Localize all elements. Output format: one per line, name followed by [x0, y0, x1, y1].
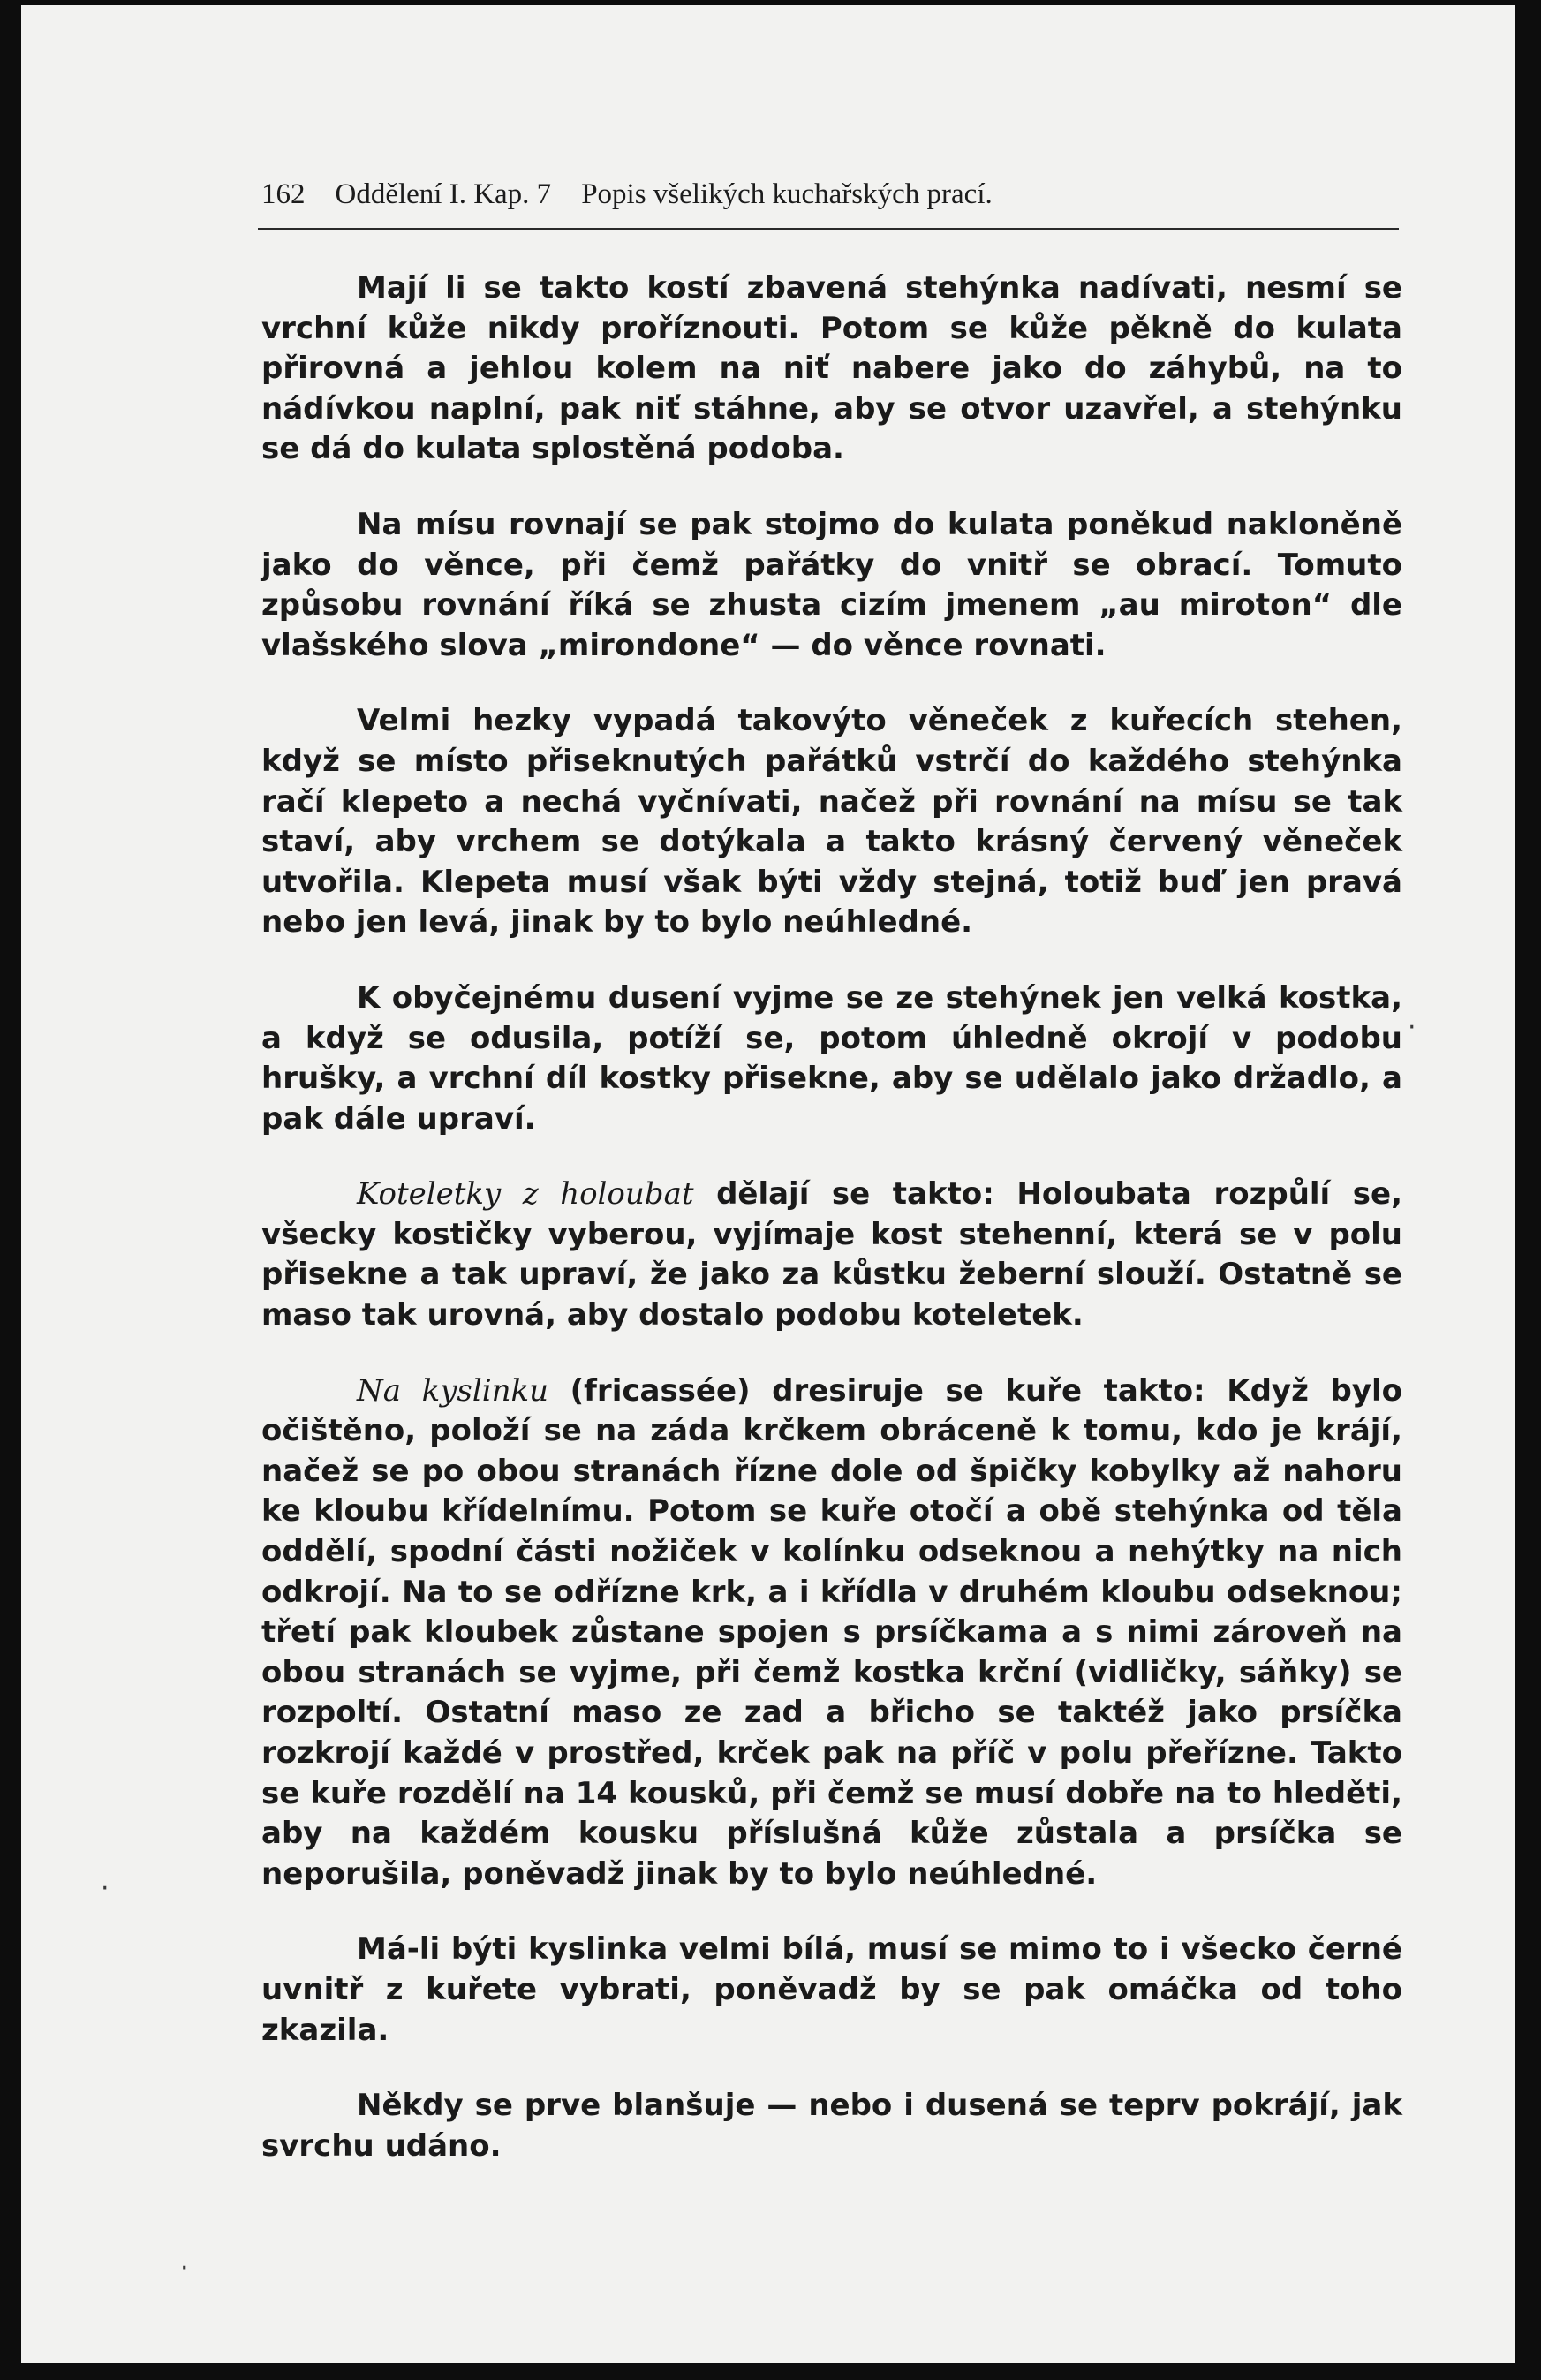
header-rule	[258, 228, 1399, 230]
italic-term: Kotelet​ky z holoubat	[357, 1176, 694, 1213]
paragraph: Velmi hezky vypadá takovýto věneček z kuřecích stehen, když se místo přiseknutých pařátků vstrčí do každého stehýnka račí klepeto a nechá vyčnívati, načež při rovnání na mísu se tak staví, aby vrchem se dotýkala a takto krásný červený věneček utvořila. Klepeta musí však býti vždy stejná, totiž buď jen pravá nebo jen levá, jinak by to bylo neúhledné.	[261, 703, 1402, 941]
paragraph: Někdy se prve blanšuje — nebo i dusená se teprv pokrájí, jak svrchu udáno.	[261, 2088, 1402, 2164]
paragraph: Na mísu rovnají se pak stojmo do kulata poněkud nakloněně jako do věnce, při čemž pařátky do vnitř se obrací. Tomuto způsobu rovnání říká se zhusta cizím jmenem „au miroton“ dle vlašského slova „mirondone“ — do věnce rovnati.	[261, 506, 1402, 663]
scan-speck: ·	[1408, 1012, 1416, 1043]
section-label: Oddělení I. Kap. 7	[335, 178, 552, 210]
paragraph: K obyčejnému dusení vyjme se ze stehýnek jen velká kostka, a když se odusila, potíží se, potom úhledně okrojí v podobu hrušky, a vrchní díl kostky přisekne, aby se udělalo jako držadlo, a pak dále upraví.	[261, 979, 1402, 1137]
body-text	[261, 268, 1402, 2166]
scan-speck: ·	[101, 1873, 110, 1904]
paragraph: Má-li býti kyslinka velmi bílá, musí se mimo to i všecko černé uvnitř z kuřete vybrati, poněvadž by se pak omáčka od toho zkazila.	[261, 1931, 1402, 2048]
chapter-title: Popis všelikých kuchařských prací.	[581, 178, 993, 210]
page-number: 162	[261, 178, 306, 210]
paragraph: Na kyslinku (fricassée) dresiruje se kuře takto: Když bylo očištěno, položí se na záda krčkem obráceně k tomu, kdo je krájí, načež se po obou stranách řízne dole od špičky kobylky až nahoru ke kloubu křídelnímu. Potom se kuře otočí a obě stehýnka od těla oddělí, spodní části nožiček v kolínku odseknou a nehýtky na nich odkrojí. Na to se odřízne krk, a i křídla v druhém kloubu odseknou; třetí pak kloubek zůstane spojen s prsíčkama a s nimi zároveň na obou stranách se vyjme, při čemž kostka krční (vidličky, sáňky) se rozpoltí. Ostatní maso ze zad a břicho se taktéž jako prsíčka rozkrojí každé v prostřed, krček pak na příč v polu přeřízne. Takto se kuře rozdělí na 14 kousků, při čemž se musí dobře na to hleděti, aby na každém kousku příslušná kůže zůstala a prsíčka se neporušila, poněvadž jinak by to bylo neúhledné.	[261, 1372, 1402, 1892]
scan-speck: ·	[180, 2253, 189, 2284]
book-page	[21, 5, 1515, 2363]
running-header	[261, 178, 1401, 211]
italic-term: Na kyslinku	[357, 1372, 548, 1409]
paragraph: Kotelet​ky z holoubat dělají se takto: Holoubata rozpůlí se, všecky kostičky vyberou, vyjímaje kost stehenní, která se v polu přisekne a tak upraví, že jako za kůstku žeberní slouží. Ostatně se maso tak urovná, aby dostalo podobu kotelet​ek.	[261, 1176, 1402, 1334]
paragraph: Mají li se takto kostí zbavená stehýnka nadívati, nesmí se vrchní kůže nikdy proříznouti. Potom se kůže pěkně do kulata přirovná a jehlou kolem na niť nabere jako do záhybů, na to nádívkou naplní, pak niť stáhne, aby se otvor uzavřel, a stehýnku se dá do kulata splostěná podoba.	[261, 270, 1402, 467]
